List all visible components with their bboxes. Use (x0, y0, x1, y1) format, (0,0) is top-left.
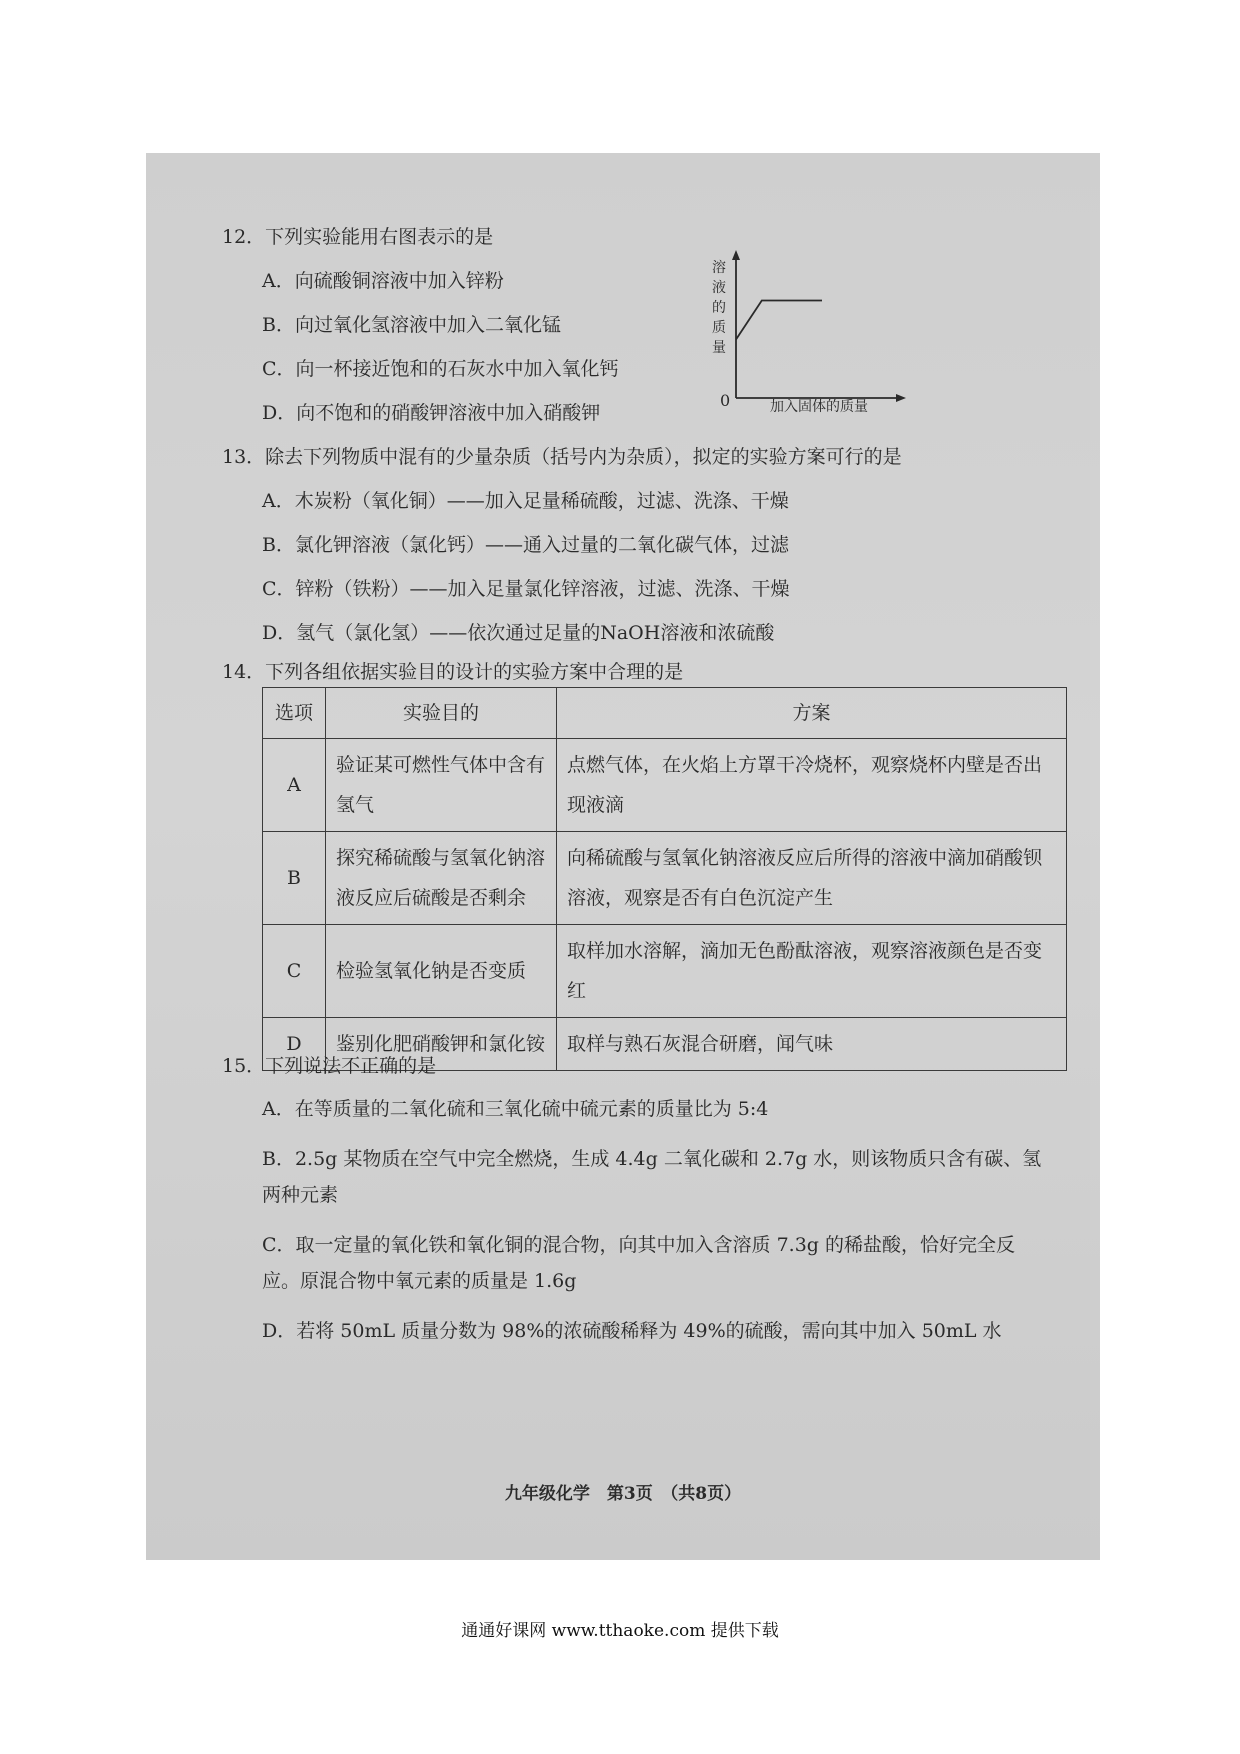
q15-option-d: D．若将 50mL 质量分数为 98%的浓硫酸稀释为 49%的硫酸，需向其中加入 50mL 水 (262, 1320, 1002, 1342)
row-plan: 取样与熟石灰混合研磨，闻气味 (557, 1018, 1067, 1071)
q12-option-c: C．向一杯接近饱和的石灰水中加入氧化钙 (262, 358, 619, 380)
q12-stem: 12．下列实验能用右图表示的是 (222, 226, 494, 248)
table-header-row (263, 688, 1067, 739)
q15-stem: 15．下列说法不正确的是 (222, 1055, 437, 1077)
row-goal: 检验氢氧化钠是否变质 (326, 925, 557, 1018)
table-row (263, 739, 1067, 832)
q15-option-b-line2: 两种元素 (262, 1184, 339, 1206)
page-footer: 九年级化学 第3页 （共8页） (504, 1484, 742, 1504)
row-key: D (263, 1018, 326, 1071)
q15-option-c-line2: 应。原混合物中氧元素的质量是 1.6g (262, 1270, 577, 1292)
q12-option-b: B．向过氧化氢溶液中加入二氧化锰 (262, 314, 561, 336)
row-goal: 探究稀硫酸与氢氧化钠溶液反应后硫酸是否剩余 (326, 832, 557, 925)
graph-origin-label: 0 (720, 391, 731, 410)
graph-x-arrow (896, 394, 906, 402)
q13-option-a: A．木炭粉（氧化铜）——加入足量稀硫酸，过滤、洗涤、干燥 (262, 490, 789, 512)
row-plan: 点燃气体，在火焰上方罩干冷烧杯，观察烧杯内壁是否出现液滴 (557, 739, 1067, 832)
q15-option-a: A．在等质量的二氧化硫和三氧化硫中硫元素的质量比为 5:4 (262, 1098, 769, 1120)
graph-curve (736, 301, 822, 340)
q12-graph (700, 248, 910, 418)
q12-option-d: D．向不饱和的硝酸钾溶液中加入硝酸钾 (262, 402, 601, 424)
header-option: 选项 (263, 688, 326, 739)
q14-table (262, 687, 1067, 1071)
q12-option-a: A．向硫酸铜溶液中加入锌粉 (262, 270, 504, 292)
graph-y-label: 溶液的质量 (712, 260, 726, 356)
table-row (263, 832, 1067, 925)
header-plan: 方案 (557, 688, 1067, 739)
graph-y-arrow (732, 250, 740, 260)
row-key: B (263, 832, 326, 925)
row-key: C (263, 925, 326, 1018)
row-plan: 向稀硫酸与氢氧化钠溶液反应后所得的溶液中滴加硝酸钡溶液，观察是否有白色沉淀产生 (557, 832, 1067, 925)
row-plan: 取样加水溶解，滴加无色酚酞溶液，观察溶液颜色是否变红 (557, 925, 1067, 1018)
q13-option-d: D．氢气（氯化氢）——依次通过足量的NaOH溶液和浓硫酸 (262, 622, 775, 644)
q14-stem: 14．下列各组依据实验目的设计的实验方案中合理的是 (222, 661, 684, 683)
row-goal: 鉴别化肥硝酸钾和氯化铵 (326, 1018, 557, 1071)
q13-option-b: B．氯化钾溶液（氯化钙）——通入过量的二氧化碳气体，过滤 (262, 534, 789, 556)
q15-option-c-line1: C．取一定量的氧化铁和氧化铜的混合物，向其中加入含溶质 7.3g 的稀盐酸，恰好完全反 (262, 1234, 1015, 1256)
q15-option-b-line1: B．2.5g 某物质在空气中完全燃烧，生成 4.4g 二氧化碳和 2.7g 水，则该物质只含有碳、氢 (262, 1148, 1042, 1170)
graph-x-label: 加入固体的质量 (770, 399, 868, 415)
header-goal: 实验目的 (326, 688, 557, 739)
source-credit: 通通好课网 www.tthaoke.com 提供下载 (461, 1621, 779, 1641)
table-row (263, 925, 1067, 1018)
q13-option-c: C．锌粉（铁粉）——加入足量氯化锌溶液，过滤、洗涤、干燥 (262, 578, 790, 600)
q13-stem: 13．除去下列物质中混有的少量杂质（括号内为杂质），拟定的实验方案可行的是 (222, 446, 902, 468)
row-key: A (263, 739, 326, 832)
row-goal: 验证某可燃性气体中含有氢气 (326, 739, 557, 832)
graph-canvas (700, 248, 910, 418)
